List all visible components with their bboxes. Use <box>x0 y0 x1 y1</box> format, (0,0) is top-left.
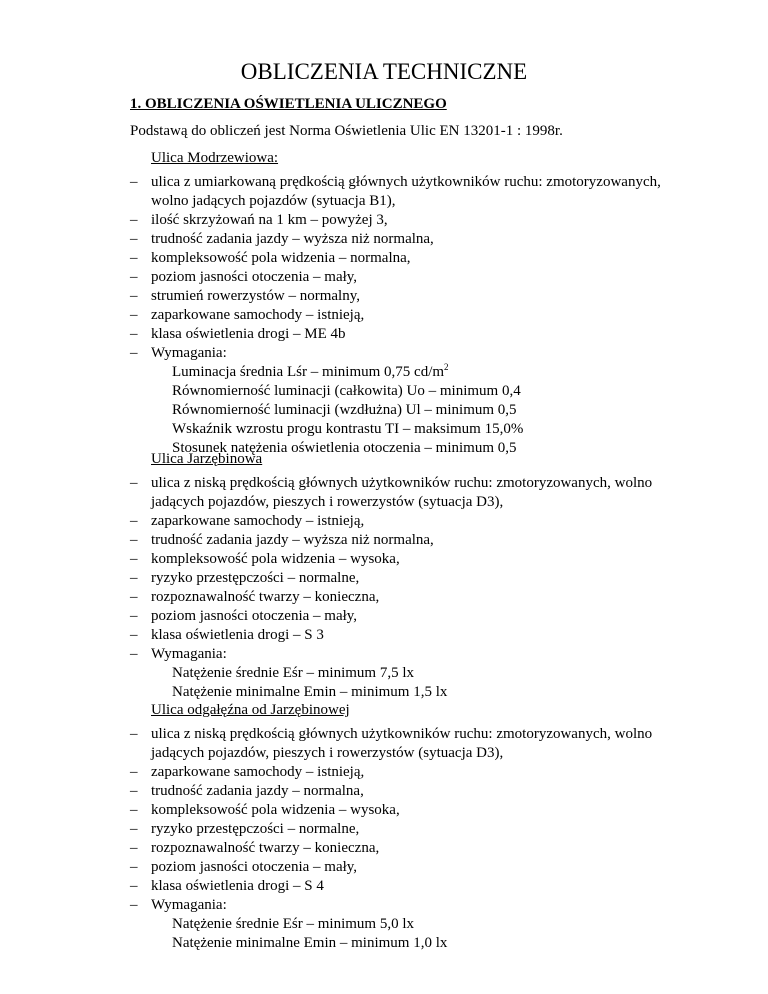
dash-bullet: – <box>130 326 138 342</box>
intro-paragraph: Podstawą do obliczeń jest Norma Oświetlenia Ulic EN 13201-1 : 1998r. <box>130 123 563 139</box>
dash-bullet: – <box>130 608 138 624</box>
dash-bullet: – <box>130 570 138 586</box>
dash-bullet: – <box>130 764 138 780</box>
dash-bullet: – <box>130 551 138 567</box>
requirement-line: Natężenie minimalne Emin – minimum 1,5 lx <box>172 684 448 700</box>
requirement-line: Równomierność luminacji (wzdłużna) Ul – minimum 0,5 <box>172 402 517 418</box>
requirement-text: Luminacja średnia Lśr – minimum 0,75 cd/m <box>172 364 445 380</box>
bullet-list <box>0 474 768 702</box>
list-item-text: trudność zadania jazdy – wyższa niż normalna, <box>151 231 434 247</box>
list-item <box>0 512 768 531</box>
list-item <box>0 839 768 858</box>
dash-bullet: – <box>130 646 138 662</box>
list-item <box>0 801 768 820</box>
list-item-text: zaparkowane samochody – istnieją, <box>151 307 365 323</box>
requirement-line: Równomierność luminacji (całkowita) Uo – minimum 0,4 <box>172 383 521 399</box>
dash-bullet: – <box>130 269 138 285</box>
list-item <box>0 531 768 550</box>
list-item-text: klasa oświetlenia drogi – S 4 <box>151 878 324 894</box>
dash-bullet: – <box>130 802 138 818</box>
dash-bullet: – <box>130 783 138 799</box>
dash-bullet: – <box>130 307 138 323</box>
dash-bullet: – <box>130 897 138 913</box>
list-item-text: ulica z niską prędkością głównych użytkowników ruchu: zmotoryzowanych, wolno jadących pojazdów, pieszych i rowerzystów (sytuacja D3), <box>151 726 653 761</box>
section-heading: 1. OBLICZENIA OŚWIETLENIA ULICZNEGO <box>130 96 447 112</box>
list-item <box>0 645 768 664</box>
list-item-text: kompleksowość pola widzenia – wysoka, <box>151 551 400 567</box>
list-item <box>0 306 768 325</box>
list-item <box>0 782 768 801</box>
list-item <box>0 858 768 877</box>
bullet-list <box>0 173 768 458</box>
list-item <box>0 249 768 268</box>
requirement-line: Wskaźnik wzrostu progu kontrastu TI – maksimum 15,0% <box>172 421 524 437</box>
dash-bullet: – <box>130 345 138 361</box>
bullet-list <box>0 725 768 953</box>
list-item <box>0 877 768 896</box>
list-item-text: ilość skrzyżowań na 1 km – powyżej 3, <box>151 212 388 228</box>
requirement-line <box>172 363 768 382</box>
dash-bullet: – <box>130 475 138 491</box>
list-item <box>0 474 768 512</box>
requirement-line: Natężenie minimalne Emin – minimum 1,0 lx <box>172 935 448 951</box>
list-item <box>0 763 768 782</box>
section-title: Ulica odgałęźna od Jarzębinowej <box>151 702 350 718</box>
dash-bullet: – <box>130 174 138 190</box>
list-item-text: poziom jasności otoczenia – mały, <box>151 608 358 624</box>
list-item-text: zaparkowane samochody – istnieją, <box>151 764 365 780</box>
list-item-text: klasa oświetlenia drogi – S 3 <box>151 627 324 643</box>
list-item-text: ulica z niską prędkością głównych użytkowników ruchu: zmotoryzowanych, wolno jadących pojazdów, pieszych i rowerzystów (sytuacja D3), <box>151 475 653 510</box>
requirement-line: Stosunek natężenia oświetlenia otoczenia – minimum 0,5 <box>172 440 517 456</box>
list-item-text: zaparkowane samochody – istnieją, <box>151 513 365 529</box>
list-item <box>0 725 768 763</box>
dash-bullet: – <box>130 250 138 266</box>
dash-bullet: – <box>130 840 138 856</box>
list-item <box>0 287 768 306</box>
requirement-line: Natężenie średnie Eśr – minimum 7,5 lx <box>172 665 415 681</box>
list-item <box>0 325 768 344</box>
list-item <box>0 230 768 249</box>
dash-bullet: – <box>130 627 138 643</box>
section-title: Ulica Jarzębinowa <box>151 451 263 467</box>
list-item <box>0 820 768 839</box>
list-item-text: klasa oświetlenia drogi – ME 4b <box>151 326 346 342</box>
list-item-text: kompleksowość pola widzenia – normalna, <box>151 250 411 266</box>
list-item <box>0 344 768 363</box>
list-item-text: rozpoznawalność twarzy – konieczna, <box>151 840 380 856</box>
list-item-text: kompleksowość pola widzenia – wysoka, <box>151 802 400 818</box>
section-title: Ulica Modrzewiowa: <box>151 150 279 166</box>
list-item-text: ryzyko przestępczości – normalne, <box>151 570 360 586</box>
dash-bullet: – <box>130 589 138 605</box>
list-item-text: poziom jasności otoczenia – mały, <box>151 269 358 285</box>
list-item <box>0 173 768 211</box>
dash-bullet: – <box>130 513 138 529</box>
dash-bullet: – <box>130 532 138 548</box>
unit-superscript: 2 <box>444 362 449 372</box>
list-item-text: strumień rowerzystów – normalny, <box>151 288 360 304</box>
dash-bullet: – <box>130 878 138 894</box>
list-item-text: trudność zadania jazdy – wyższa niż normalna, <box>151 532 434 548</box>
list-item-text: Wymagania: <box>151 345 227 361</box>
dash-bullet: – <box>130 859 138 875</box>
list-item <box>0 211 768 230</box>
list-item-text: Wymagania: <box>151 646 227 662</box>
list-item <box>0 569 768 588</box>
list-item <box>0 588 768 607</box>
requirement-line: Natężenie średnie Eśr – minimum 5,0 lx <box>172 916 415 932</box>
dash-bullet: – <box>130 726 138 742</box>
list-item-text: trudność zadania jazdy – normalna, <box>151 783 364 799</box>
dash-bullet: – <box>130 288 138 304</box>
list-item <box>0 268 768 287</box>
list-item-text: ryzyko przestępczości – normalne, <box>151 821 360 837</box>
list-item <box>0 607 768 626</box>
dash-bullet: – <box>130 212 138 228</box>
page-title: OBLICZENIA TECHNICZNE <box>240 59 528 84</box>
list-item-text: ulica z umiarkowaną prędkością głównych użytkowników ruchu: zmotoryzowanych, wolno jadących pojazdów (sytuacja B1), <box>151 174 661 209</box>
dash-bullet: – <box>130 231 138 247</box>
list-item-text: rozpoznawalność twarzy – konieczna, <box>151 589 380 605</box>
list-item <box>0 626 768 645</box>
list-item-text: Wymagania: <box>151 897 227 913</box>
list-item <box>0 896 768 915</box>
list-item-text: poziom jasności otoczenia – mały, <box>151 859 358 875</box>
list-item <box>0 550 768 569</box>
dash-bullet: – <box>130 821 138 837</box>
